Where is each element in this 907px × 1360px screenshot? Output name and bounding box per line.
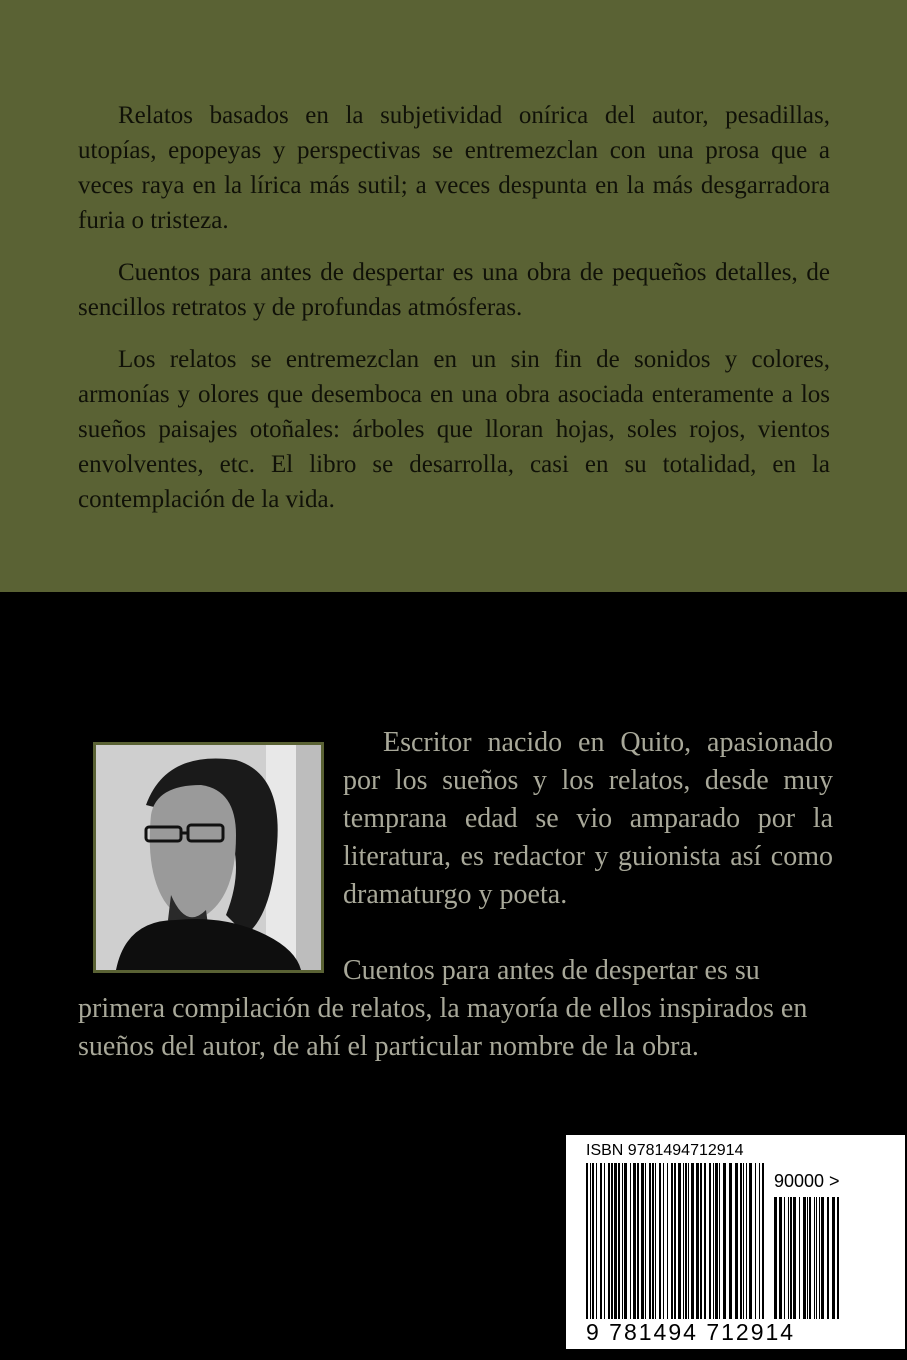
barcode-bar [592,1163,594,1319]
barcode-bar [827,1197,829,1319]
barcode-bar [762,1163,764,1319]
barcode-bar [809,1197,811,1319]
author-bio-part1 [343,724,833,914]
barcode-bar [671,1163,673,1319]
synopsis-text [78,98,830,534]
barcode-bar [683,1163,684,1319]
barcode-bar [630,1163,631,1319]
barcode-bar [755,1163,756,1319]
barcode-bar [624,1163,627,1319]
synopsis-paragraph-3: Los relatos se entremezclan en un sin fin de sonidos y colores, armonías y olores que desemboca en una obra asociada enteramente a los sueños paisajes otoñales: árboles que lloran hojas, soles rojos, vientos envolventes, etc. El libro se desarrolla, casi en su totalidad, en la contemplación de la vida. [78,346,830,513]
barcode-bar [715,1163,718,1319]
barcode-bar [608,1163,610,1319]
barcode-bar [740,1163,742,1319]
barcode-bar [799,1197,800,1319]
barcode-bar [807,1197,808,1319]
barcode-bar [611,1163,613,1319]
barcode-bar [784,1197,785,1319]
barcode-bar [678,1163,681,1319]
barcode-bar [837,1197,839,1319]
barcode-bar [790,1197,792,1319]
barcode-bar [691,1163,694,1319]
barcode-bar [749,1163,752,1319]
barcode-bar [633,1163,636,1319]
author-panel [0,592,907,1360]
barcode-bar [641,1163,644,1319]
barcode-bar [709,1163,711,1319]
isbn-label: ISBN 9781494712914 [586,1142,744,1159]
author-bio-part2-text: Cuentos para antes de despertar es su primera compilación de relatos, la mayoría de ellos inspirados en sueños del autor, de ahí el particular nombre de la obra. [78,955,808,1062]
barcode-bar [655,1163,656,1319]
barcode-bar [659,1163,661,1319]
barcode-digits: 9 781494 712914 [586,1319,796,1345]
author-bio-part2 [78,952,830,1066]
barcode-bar [729,1163,732,1319]
barcode-bar [614,1163,617,1319]
price-code: 90000 > [774,1171,840,1191]
isbn-barcode [566,1135,905,1349]
barcode-bars-icon [566,1135,905,1349]
author-portrait-icon [96,745,321,970]
barcode-bar [618,1163,620,1319]
barcode-bar [637,1163,639,1319]
barcode-bar [652,1163,654,1319]
barcode-bar [803,1197,806,1319]
barcode-bar [700,1163,702,1319]
barcode-bar [590,1163,591,1319]
author-photo [93,742,324,973]
barcode-bar [704,1163,706,1319]
barcode-bar [821,1197,824,1319]
barcode-bar [814,1197,815,1319]
barcode-bar [816,1197,817,1319]
barcode-bar [793,1197,796,1319]
barcode-bar [688,1163,689,1319]
synopsis-panel [0,0,907,592]
barcode-bar [788,1197,789,1319]
barcode-bar [719,1163,720,1319]
barcode-bar [746,1163,747,1319]
synopsis-paragraph-1: Relatos basados en la subjetividad onírica del autor, pesadillas, utopías, epopeyas y perspectivas se entremezclan con una prosa que a veces raya en la lírica más sutil; a veces despunta en la más desgarradora furia o tristeza. [78,102,830,234]
author-bio-part1-text: Escritor nacido en Quito, apasionado por los sueños y los relatos, desde muy temprana edad se vio amparado por la literatura, es redactor y guionista así como dramaturgo y poeta. [343,727,833,910]
barcode-bar [713,1163,714,1319]
synopsis-paragraph-2: Cuentos para antes de despertar es una obra de pequeños detalles, de sencillos retratos y de profundas atmósferas. [78,259,830,321]
barcode-bar [735,1163,738,1319]
barcode-bar [586,1163,588,1319]
barcode-bar [645,1163,646,1319]
barcode-bar [604,1163,605,1319]
barcode-bar [819,1197,820,1319]
barcode-bar [759,1163,760,1319]
barcode-bar [779,1197,782,1319]
barcode-bar [667,1163,668,1319]
barcode-bar [774,1197,777,1319]
barcode-bar [596,1163,597,1319]
barcode-bar [649,1163,651,1319]
barcode-bar [685,1163,687,1319]
barcode-bar [696,1163,699,1319]
barcode-bar [663,1163,664,1319]
barcode-bar [723,1163,726,1319]
barcode-bar [832,1197,835,1319]
barcode-bar [674,1163,676,1319]
barcode-bar [600,1163,602,1319]
barcode-bar [622,1163,623,1319]
barcode-bar [743,1163,744,1319]
